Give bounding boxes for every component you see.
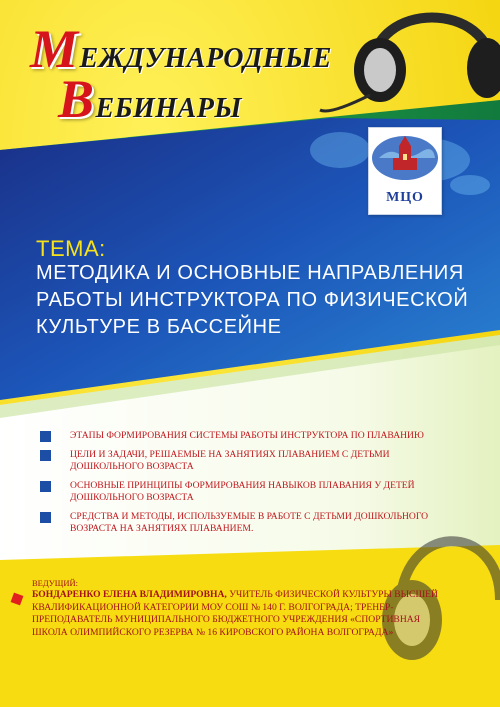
speaker-title-1: УЧИТЕЛЬ ФИЗИЧЕСКОЙ КУЛЬТУРЫ ВЫСШЕЙ <box>226 589 438 600</box>
speaker-label: ВЕДУЩИЙ: <box>32 578 78 588</box>
topic-line: КУЛЬТУРЕ В БАССЕЙНЕ <box>36 316 282 338</box>
kremlin-globe-icon <box>369 128 441 188</box>
bullet-square-icon <box>40 431 51 442</box>
header-initial-1: М <box>30 19 79 79</box>
topic-line: РАБОТЫ ИНСТРУКТОРА ПО ФИЗИЧЕСКОЙ <box>36 289 469 311</box>
speaker-title-2: КВАЛИФИКАЦИОННОЙ КАТЕГОРИИ МОУ СОШ № 140 Г. ВОЛГОГРАДА; ТРЕНЕР- <box>32 601 394 613</box>
speaker-title-3: ПРЕПОДАВАТЕЛЬ МУНИЦИПАЛЬНОГО БЮДЖЕТНОГО УЧРЕЖДЕНИЯ «СПОРТИВНАЯ <box>32 614 421 625</box>
bullet-square-icon <box>40 512 51 523</box>
list-item: ЭТАПЫ ФОРМИРОВАНИЯ СИСТЕМЫ РАБОТЫ ИНСТРУКТОРА ПО ПЛАВАНИЮ <box>40 430 460 442</box>
mco-logo <box>368 127 442 215</box>
bullet-square-icon <box>40 450 51 461</box>
topic-title <box>36 260 476 341</box>
list-item: ОСНОВНЫЕ ПРИНЦИПЫ ФОРМИРОВАНИЯ НАВЫКОВ ПЛАВАНИЯ У ДЕТЕЙ ДОШКОЛЬНОГО ВОЗРАСТА <box>40 480 460 504</box>
list-item: ЦЕЛИ И ЗАДАЧИ, РЕШАЕМЫЕ НА ЗАНЯТИЯХ ПЛАВАНИЕМ С ДЕТЬМИ ДОШКОЛЬНОГО ВОЗРАСТА <box>40 449 460 473</box>
speaker-name: БОНДАРЕНКО ЕЛЕНА ВЛАДИМИРОВНА, <box>32 589 227 600</box>
header-rest-2: ЕБИНАРЫ <box>95 93 242 124</box>
header-line-2 <box>58 68 242 130</box>
topic-line: МЕТОДИКА И ОСНОВНЫЕ НАПРАВЛЕНИЯ <box>36 262 464 284</box>
bullet-square-icon <box>40 481 51 492</box>
speaker-info <box>32 589 472 639</box>
bullet-list <box>40 430 460 542</box>
header-initial-2: В <box>58 69 95 129</box>
list-item: СРЕДСТВА И МЕТОДЫ, ИСПОЛЬЗУЕМЫЕ В РАБОТЕ С ДЕТЬМИ ДОШКОЛЬНОГО ВОЗРАСТА НА ЗАНЯТИЯХ ПЛАВАНИЕМ. <box>40 511 460 535</box>
topic-label: ТЕМА: <box>36 236 106 261</box>
speaker-title-4: ШКОЛА ОЛИМПИЙСКОГО РЕЗЕРВА № 16 КИРОВСКОГО РАЙОНА ВОЛГОГРАДА» <box>32 626 394 638</box>
header-rest-1: ЕЖДУНАРОДНЫЕ <box>79 43 332 74</box>
logo-text: МЦО <box>386 190 424 205</box>
